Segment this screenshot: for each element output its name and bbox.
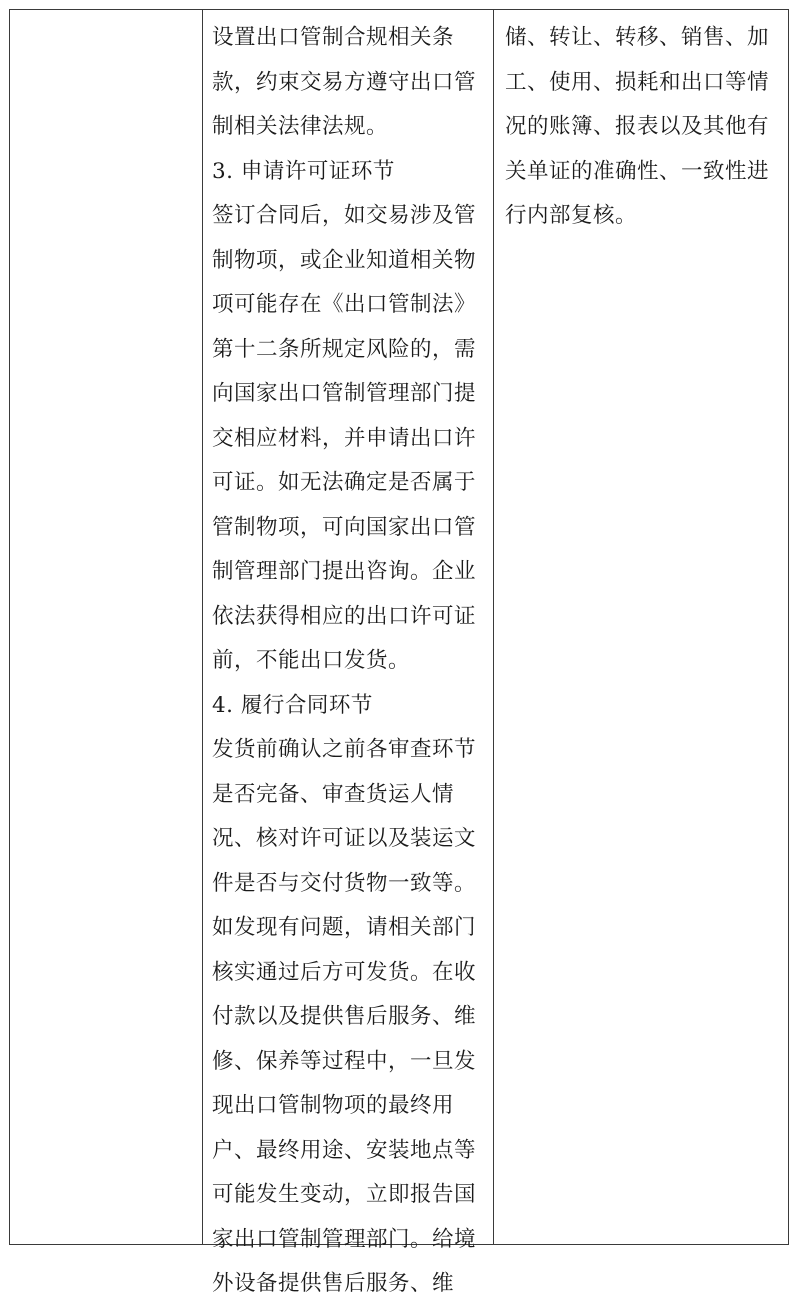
middle-column-text-line: 外设备提供售后服务、维 bbox=[212, 1271, 455, 1296]
middle-column-text-line: 家出口管制管理部门。给境 bbox=[212, 1226, 477, 1252]
middle-column-text-line: 款，约束交易方遵守出口管 bbox=[212, 69, 477, 95]
middle-column-text-line: 可证。如无法确定是否属于 bbox=[212, 470, 477, 495]
middle-column-text-line: 交相应材料，并申请出口许 bbox=[212, 425, 477, 451]
document-table bbox=[9, 9, 789, 1296]
middle-column-text-line: 户、最终用途、安装地点等 bbox=[212, 1137, 477, 1163]
table-column-middle bbox=[203, 10, 494, 1296]
middle-column-text-line: 件是否与交付货物一致等。 bbox=[212, 870, 477, 896]
middle-column-text-line: 向国家出口管制管理部门提 bbox=[212, 381, 477, 406]
right-column-text-line: 储、转让、转移、销售、加 bbox=[505, 25, 770, 50]
middle-column-text-line: 是否完备、审查货运人情 bbox=[212, 781, 455, 807]
middle-column-text-line: 现出口管制物项的最终用 bbox=[212, 1093, 455, 1118]
middle-column-text-line: 付款以及提供售后服务、维 bbox=[212, 1004, 477, 1029]
middle-column-text-line: 设置出口管制合规相关条 bbox=[212, 25, 455, 50]
middle-column-text-line: 依法获得相应的出口许可证 bbox=[212, 603, 477, 629]
middle-column-text-line: 4. 履行合同环节 bbox=[212, 692, 373, 718]
middle-column-text-line: 可能发生变动，立即报告国 bbox=[212, 1182, 477, 1207]
right-column-text-line: 关单证的准确性、一致性进 bbox=[505, 158, 770, 184]
middle-column-text-line: 制相关法律法规。 bbox=[212, 114, 389, 139]
middle-column-text-line: 3. 申请许可证环节 bbox=[212, 158, 395, 184]
middle-column-text-line: 项可能存在《出口管制法》 bbox=[212, 292, 477, 317]
middle-column-text-line: 前，不能出口发货。 bbox=[212, 648, 411, 673]
middle-column-text-line: 核实通过后方可发货。在收 bbox=[212, 959, 477, 985]
right-column-text-line: 况的账簿、报表以及其他有 bbox=[505, 114, 770, 139]
middle-column-text-line: 管制物项，可向国家出口管 bbox=[212, 514, 477, 540]
table-column-right bbox=[494, 10, 788, 1244]
middle-column-text-line: 第十二条所规定风险的，需 bbox=[212, 336, 477, 362]
right-column-text-line: 行内部复核。 bbox=[505, 203, 638, 228]
right-column-text-line: 工、使用、损耗和出口等情 bbox=[505, 69, 770, 95]
middle-column-text-line: 制物项，或企业知道相关物 bbox=[212, 247, 477, 273]
middle-column-text-line: 制管理部门提出咨询。企业 bbox=[212, 559, 477, 584]
middle-column-text-line: 修、保养等过程中，一旦发 bbox=[212, 1048, 477, 1074]
table-column-left bbox=[10, 10, 203, 1244]
middle-column-text-line: 如发现有问题，请相关部门 bbox=[212, 915, 477, 940]
middle-column-text-line: 况、核对许可证以及装运文 bbox=[212, 826, 477, 851]
middle-column-text-line: 发货前确认之前各审查环节 bbox=[212, 737, 477, 762]
middle-column-text-line: 签订合同后，如交易涉及管 bbox=[212, 203, 477, 228]
